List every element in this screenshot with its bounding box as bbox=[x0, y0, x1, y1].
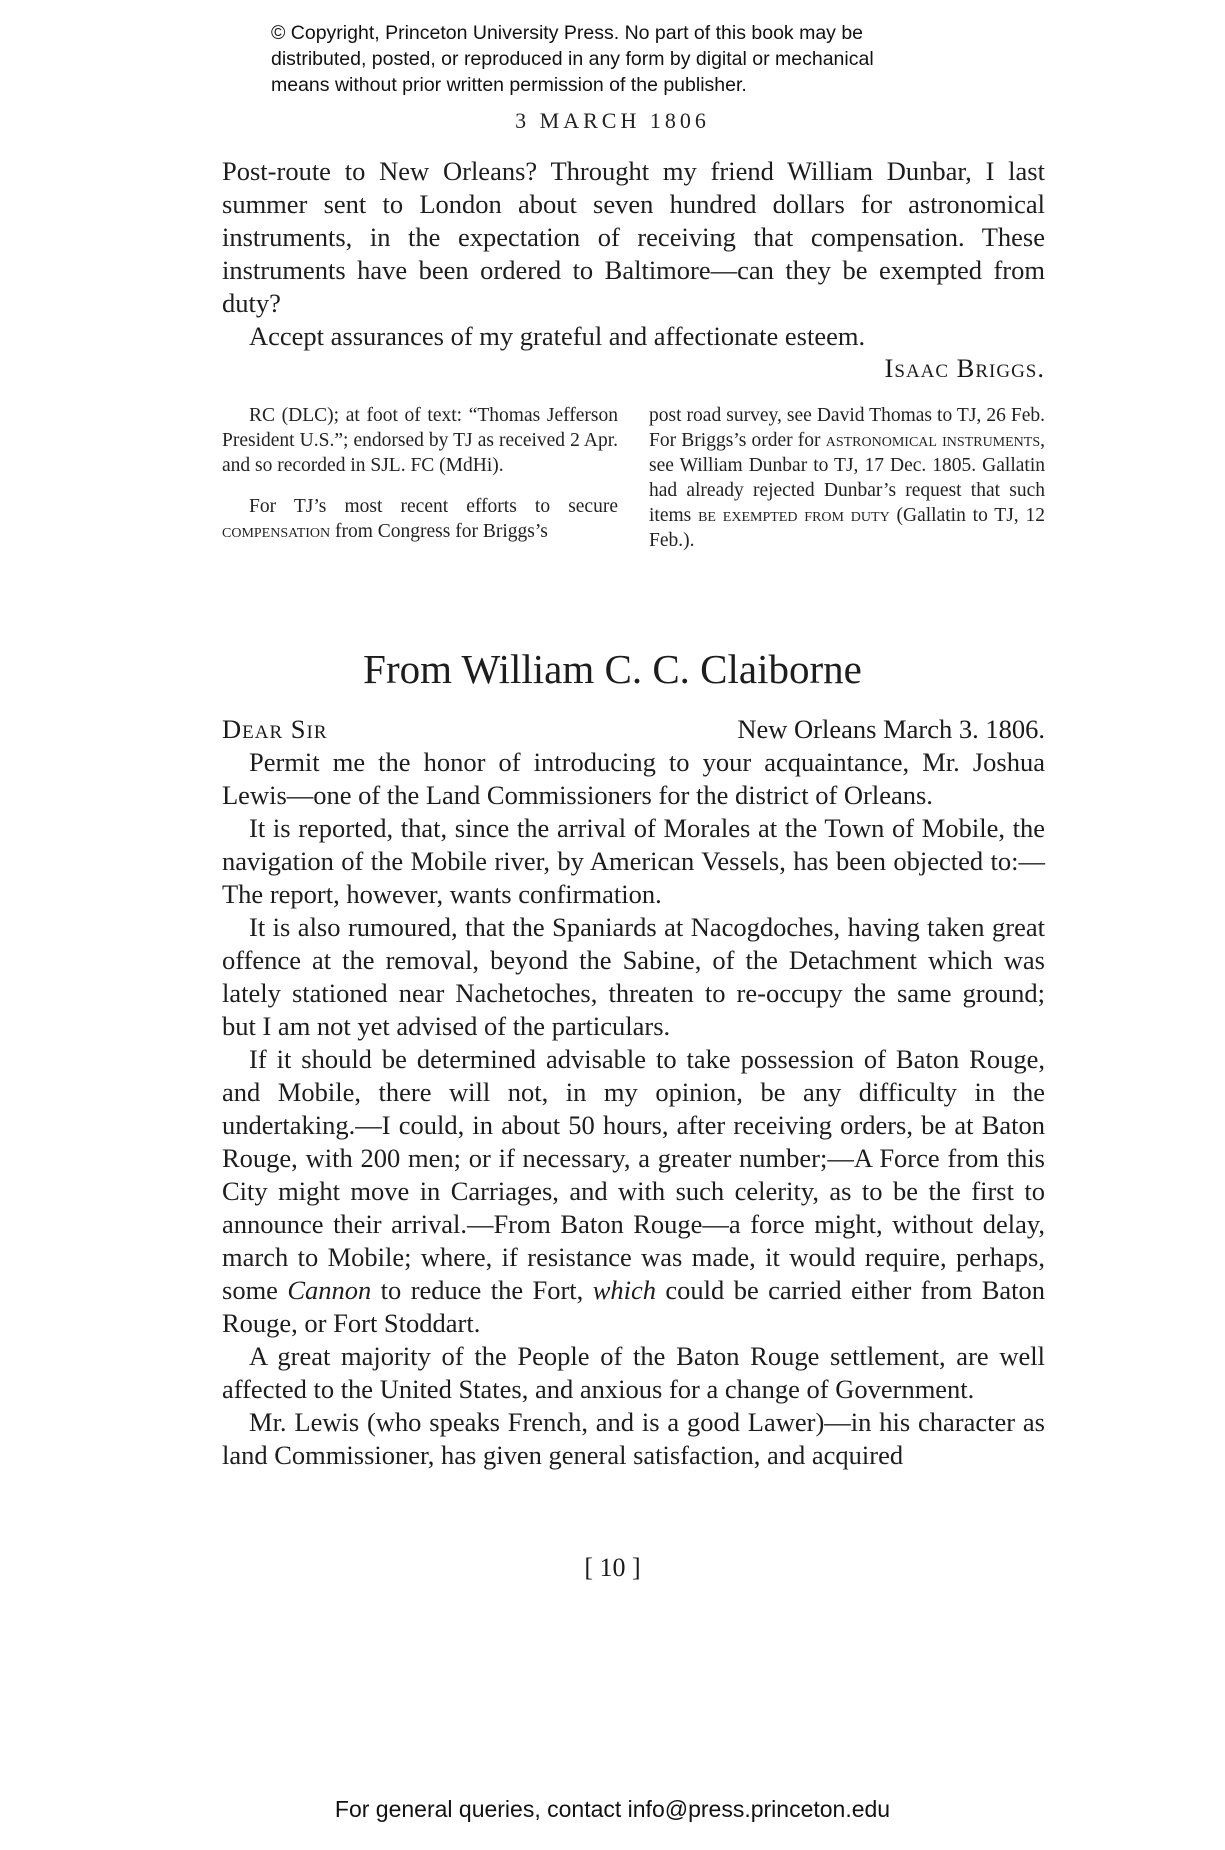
note-text: (Gallatin to TJ, 12 Feb.). bbox=[649, 505, 1045, 551]
editorial-notes-left bbox=[222, 403, 618, 544]
page-number: [ 10 ] bbox=[584, 1553, 641, 1582]
letter-text: could be carried either from Baton Rouge, or Fort Stoddart. bbox=[222, 1275, 1045, 1338]
note-paragraph bbox=[649, 403, 1045, 553]
letter-text: If it should be determined advisable to take possession of Baton Rouge, and Mobile, there will not, in my opinion, be any difficulty in the undertaking.—I could, in about 50 hours, after receiving orders, be at Baton Rouge, with 200 men; or if necessary, a greater number;—A Force from this City might move in Carriages, and with such celerity, as to be the first to announce their arrival.—From Baton Rouge—a force might, without delay, march to Mobile; where, if resistance was made, it would require, perhaps, some bbox=[222, 1044, 1045, 1305]
note-keyword: astronomical instruments bbox=[825, 430, 1041, 451]
letter-paragraph bbox=[222, 1043, 1045, 1340]
note-text: post road survey, see David Thomas to TJ, 26 Feb. For Briggs’s order for bbox=[649, 405, 1045, 451]
salutation: Dear Sir bbox=[222, 714, 328, 744]
signature: Isaac Briggs. bbox=[884, 353, 1045, 383]
letter-continuation bbox=[222, 155, 1045, 353]
copyright-notice bbox=[271, 20, 991, 98]
letter-emphasis: Cannon bbox=[287, 1275, 372, 1305]
copyright-line: means without prior written permission of the publisher. bbox=[271, 74, 747, 96]
note-text: from Congress for Briggs’s bbox=[330, 521, 548, 542]
note-keyword: compensation bbox=[222, 521, 331, 542]
letter-paragraph: It is also rumoured, that the Spaniards at Nacogdoches, having taken great offence at the removal, beyond the Sabine, of the Detachment which was lately stationed near Nachetoches, threaten to re-occupy the same ground; but I am not yet advised of the particulars. bbox=[222, 912, 1045, 1041]
letter-text: to reduce the Fort, bbox=[371, 1275, 593, 1305]
footer-contact: For general queries, contact info@press.princeton.edu bbox=[334, 1796, 891, 1822]
letter-closing: Accept assurances of my grateful and affectionate esteem. bbox=[249, 321, 866, 351]
note-paragraph bbox=[222, 494, 618, 544]
dateline: New Orleans March 3. 1806. bbox=[737, 714, 1045, 744]
copyright-line: distributed, posted, or reproduced in any form by digital or mechanical bbox=[271, 48, 874, 70]
note-text: , see William Dunbar to TJ, 17 Dec. 1805. Gallatin had already rejected Dunbar’s request that such items bbox=[649, 430, 1046, 526]
letter-paragraph: A great majority of the People of the Baton Rouge settlement, are well affected to the United States, and anxious for a change of Government. bbox=[222, 1341, 1045, 1404]
note-keyword: be exempted from duty bbox=[698, 505, 890, 526]
letter-body bbox=[222, 746, 1045, 1472]
letter-paragraph: Post-route to New Orleans? Throught my friend William Dunbar, I last summer sent to London about seven hundred dollars for astronomical instruments, in the expectation of receiving that compensation. These instruments have been ordered to Baltimore—can they be exempted from duty? bbox=[222, 156, 1045, 318]
copyright-line: © Copyright, Princeton University Press. No part of this book may be bbox=[271, 22, 864, 44]
editorial-notes-right bbox=[649, 403, 1045, 553]
running-head: 3 MARCH 1806 bbox=[515, 108, 710, 133]
note-text: For TJ’s most recent efforts to secure bbox=[249, 496, 618, 517]
note-paragraph: RC (DLC); at foot of text: “Thomas Jefferson President U.S.”; endorsed by TJ as received 2 Apr. and so recorded in SJL. FC (MdHi). bbox=[222, 405, 618, 476]
letter-paragraph: It is reported, that, since the arrival of Morales at the Town of Mobile, the navigation of the Mobile river, by American Vessels, has been objected to:—The report, however, wants confirmation. bbox=[222, 813, 1045, 909]
letter-paragraph: Permit me the honor of introducing to your acquaintance, Mr. Joshua Lewis—one of the Land Commissioners for the district of Orleans. bbox=[222, 747, 1045, 810]
letter-paragraph: Mr. Lewis (who speaks French, and is a good Lawer)—in his character as land Commissioner, has given general satisfaction, and acquired bbox=[222, 1407, 1045, 1470]
letter-emphasis: which bbox=[592, 1275, 657, 1305]
letter-heading: From William C. C. Claiborne bbox=[363, 646, 862, 692]
